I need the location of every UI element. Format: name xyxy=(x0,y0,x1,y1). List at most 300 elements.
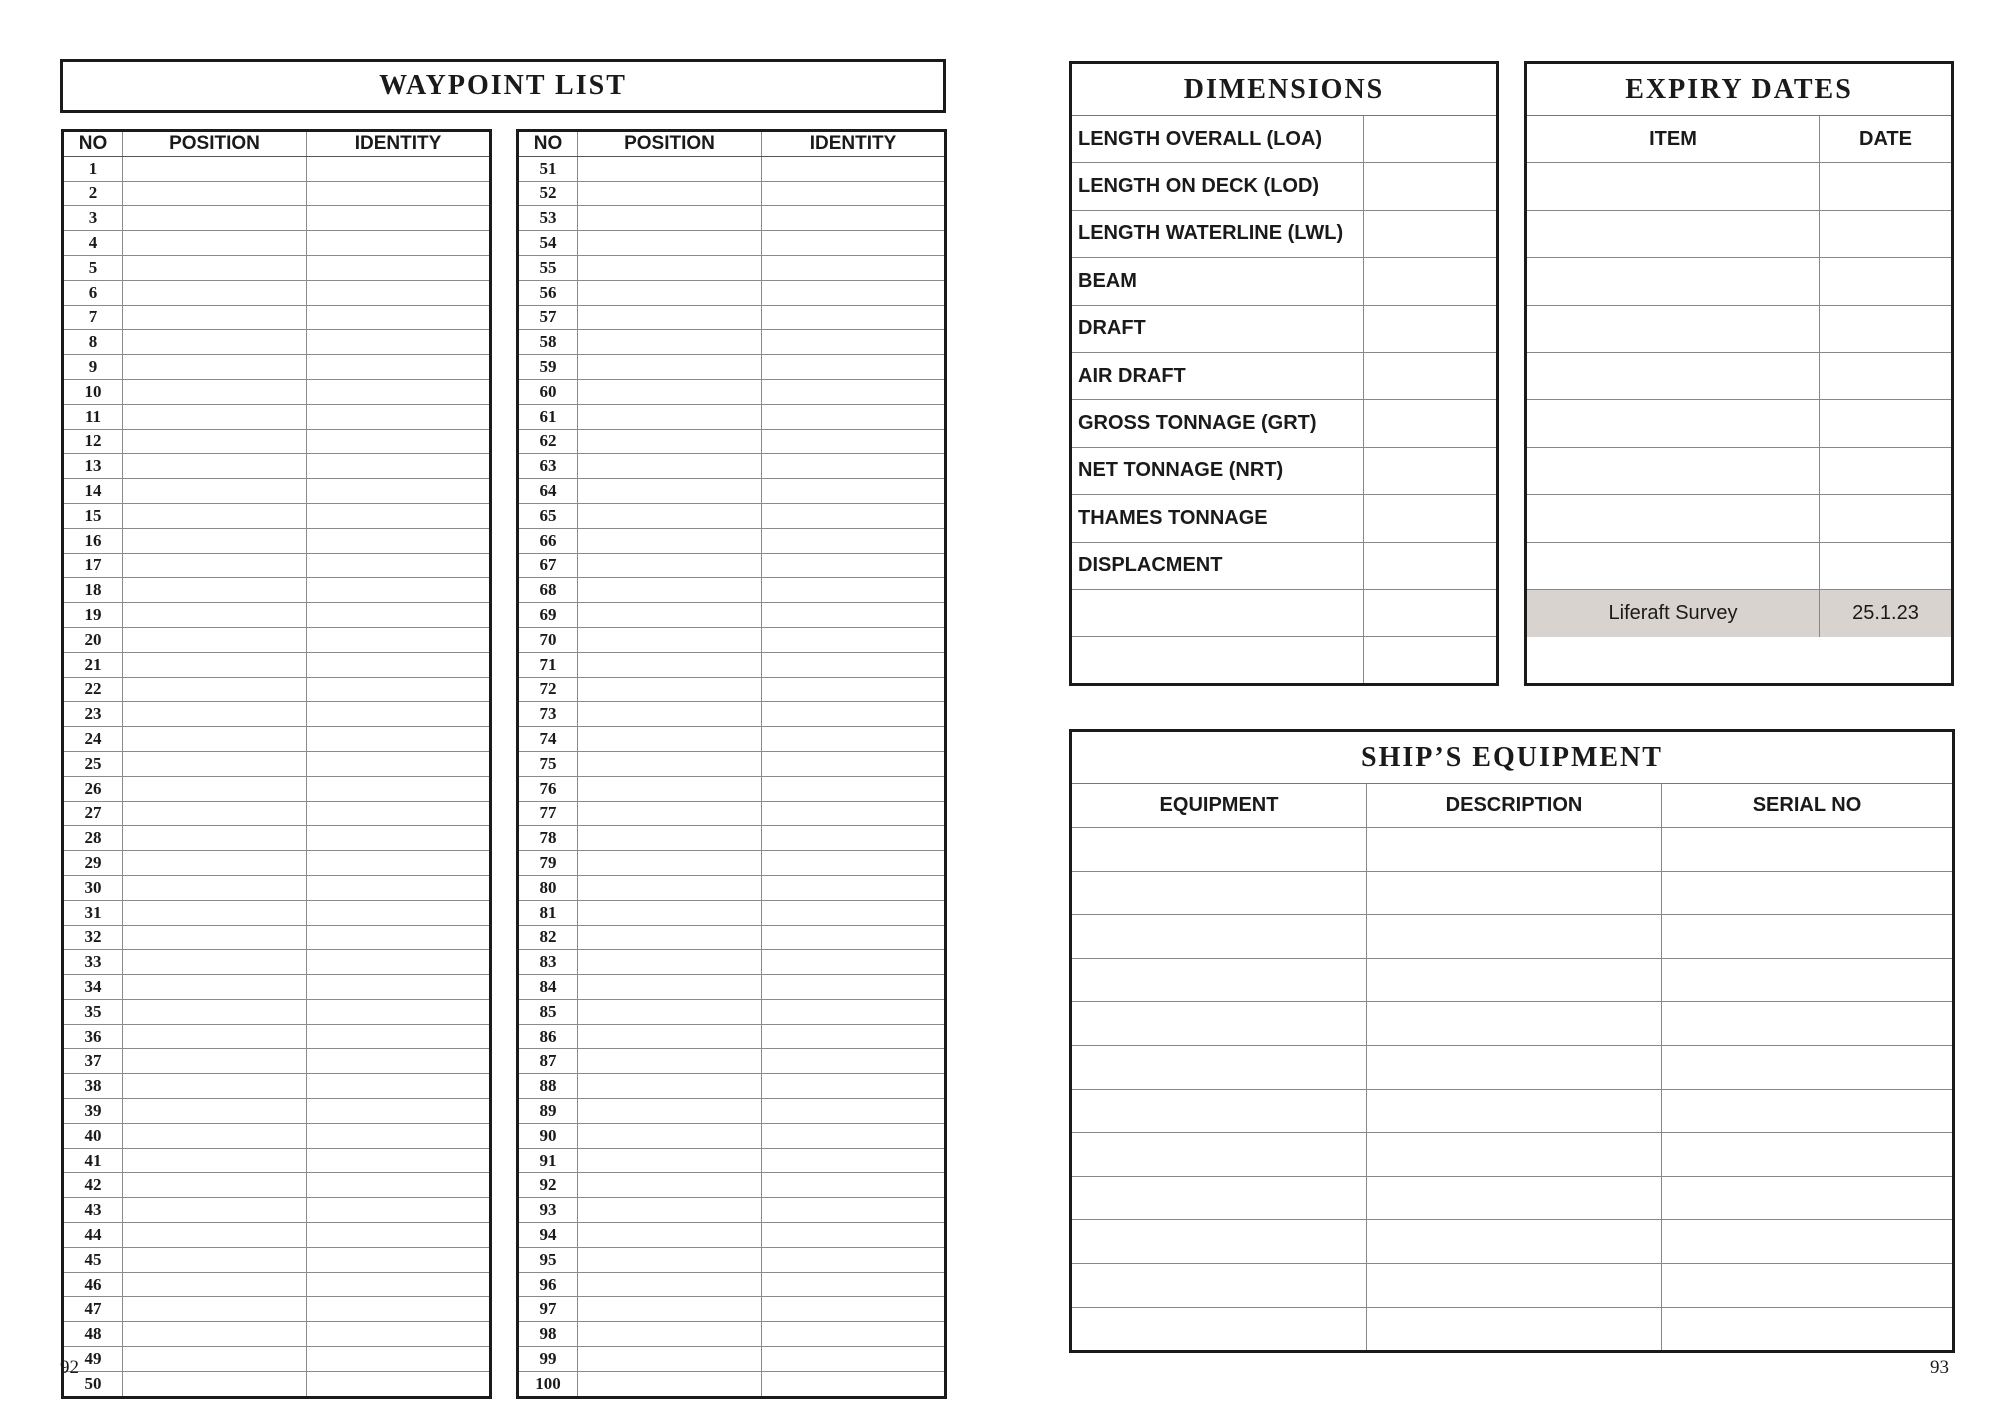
serial-no-cell[interactable] xyxy=(1662,1264,1952,1308)
waypoint-position-cell[interactable] xyxy=(578,702,762,727)
waypoint-position-cell[interactable] xyxy=(578,1347,762,1372)
waypoint-position-cell[interactable] xyxy=(123,1173,307,1198)
waypoint-position-cell[interactable] xyxy=(578,950,762,975)
serial-no-cell[interactable] xyxy=(1662,1090,1952,1134)
waypoint-position-cell[interactable] xyxy=(123,1371,307,1397)
waypoint-identity-cell[interactable] xyxy=(762,900,946,925)
waypoint-identity-cell[interactable] xyxy=(762,305,946,330)
waypoint-position-cell[interactable] xyxy=(123,503,307,528)
dimension-value-cell[interactable] xyxy=(1364,353,1496,400)
description-cell[interactable] xyxy=(1367,1090,1662,1134)
waypoint-identity-cell[interactable] xyxy=(762,553,946,578)
waypoint-position-cell[interactable] xyxy=(578,826,762,851)
waypoint-identity-cell[interactable] xyxy=(762,925,946,950)
waypoint-position-cell[interactable] xyxy=(578,1198,762,1223)
serial-no-cell[interactable] xyxy=(1662,1308,1952,1352)
waypoint-row xyxy=(518,975,946,1000)
header-position: POSITION xyxy=(123,131,307,157)
waypoint-position-cell[interactable] xyxy=(123,454,307,479)
waypoint-position-cell[interactable] xyxy=(123,652,307,677)
waypoint-position-cell[interactable] xyxy=(123,751,307,776)
waypoint-identity-cell[interactable] xyxy=(762,1024,946,1049)
waypoint-identity-cell[interactable] xyxy=(762,330,946,355)
equipment-cell[interactable] xyxy=(1072,828,1367,872)
waypoint-identity-cell[interactable] xyxy=(307,206,491,231)
waypoint-row xyxy=(518,379,946,404)
waypoint-identity-cell[interactable] xyxy=(762,479,946,504)
waypoint-position-cell[interactable] xyxy=(578,355,762,380)
waypoint-identity-cell[interactable] xyxy=(762,528,946,553)
waypoint-position-cell[interactable] xyxy=(123,875,307,900)
waypoint-identity-cell[interactable] xyxy=(307,1024,491,1049)
waypoint-position-cell[interactable] xyxy=(578,727,762,752)
waypoint-position-cell[interactable] xyxy=(123,1198,307,1223)
waypoint-identity-cell[interactable] xyxy=(762,429,946,454)
waypoint-position-cell[interactable] xyxy=(578,1322,762,1347)
waypoint-position-cell[interactable] xyxy=(578,1297,762,1322)
waypoint-identity-cell[interactable] xyxy=(307,528,491,553)
expiry-date-cell[interactable] xyxy=(1820,400,1951,447)
description-cell[interactable] xyxy=(1367,1177,1662,1221)
waypoint-identity-cell[interactable] xyxy=(762,751,946,776)
waypoint-position-cell[interactable] xyxy=(578,206,762,231)
waypoint-identity-cell[interactable] xyxy=(307,950,491,975)
waypoint-identity-cell[interactable] xyxy=(762,826,946,851)
waypoint-number: 9 xyxy=(63,355,123,380)
waypoint-position-cell[interactable] xyxy=(578,156,762,181)
equipment-cell[interactable] xyxy=(1072,1308,1367,1352)
waypoint-position-cell[interactable] xyxy=(578,999,762,1024)
waypoint-position-cell[interactable] xyxy=(123,1272,307,1297)
waypoint-identity-cell[interactable] xyxy=(762,206,946,231)
expiry-item-cell[interactable]: Liferaft Survey xyxy=(1527,590,1820,637)
waypoint-position-cell[interactable] xyxy=(123,280,307,305)
waypoint-row xyxy=(63,1371,491,1397)
description-cell[interactable] xyxy=(1367,872,1662,916)
waypoint-position-cell[interactable] xyxy=(578,1049,762,1074)
waypoint-position-cell[interactable] xyxy=(578,528,762,553)
expiry-date-cell[interactable] xyxy=(1820,258,1951,305)
waypoint-position-cell[interactable] xyxy=(578,454,762,479)
waypoint-position-cell[interactable] xyxy=(123,181,307,206)
waypoint-identity-cell[interactable] xyxy=(307,1099,491,1124)
waypoint-row xyxy=(63,900,491,925)
waypoint-identity-cell[interactable] xyxy=(307,1322,491,1347)
waypoint-position-cell[interactable] xyxy=(123,677,307,702)
waypoint-position-cell[interactable] xyxy=(578,900,762,925)
waypoint-identity-cell[interactable] xyxy=(307,925,491,950)
waypoint-position-cell[interactable] xyxy=(578,925,762,950)
waypoint-identity-cell[interactable] xyxy=(762,1247,946,1272)
waypoint-position-cell[interactable] xyxy=(123,404,307,429)
waypoint-row xyxy=(518,1347,946,1372)
waypoint-position-cell[interactable] xyxy=(578,1099,762,1124)
waypoint-position-cell[interactable] xyxy=(123,776,307,801)
waypoint-identity-cell[interactable] xyxy=(762,379,946,404)
waypoint-identity-cell[interactable] xyxy=(762,280,946,305)
waypoint-identity-cell[interactable] xyxy=(307,156,491,181)
waypoint-identity-cell[interactable] xyxy=(307,603,491,628)
waypoint-identity-cell[interactable] xyxy=(307,379,491,404)
waypoint-identity-cell[interactable] xyxy=(307,1272,491,1297)
waypoint-number: 100 xyxy=(518,1371,578,1397)
waypoint-identity-cell[interactable] xyxy=(762,975,946,1000)
waypoint-position-cell[interactable] xyxy=(578,1173,762,1198)
waypoint-position-cell[interactable] xyxy=(123,1247,307,1272)
waypoint-identity-cell[interactable] xyxy=(307,776,491,801)
waypoint-row xyxy=(518,181,946,206)
waypoint-identity-cell[interactable] xyxy=(307,975,491,1000)
waypoint-position-cell[interactable] xyxy=(123,330,307,355)
waypoint-row xyxy=(63,355,491,380)
equipment-cell[interactable] xyxy=(1072,1090,1367,1134)
waypoint-identity-cell[interactable] xyxy=(762,255,946,280)
waypoint-identity-cell[interactable] xyxy=(307,652,491,677)
equipment-cell[interactable] xyxy=(1072,915,1367,959)
waypoint-identity-cell[interactable] xyxy=(307,875,491,900)
waypoint-number: 42 xyxy=(63,1173,123,1198)
waypoint-position-cell[interactable] xyxy=(123,206,307,231)
waypoint-row xyxy=(63,528,491,553)
waypoint-position-cell[interactable] xyxy=(123,702,307,727)
waypoint-identity-cell[interactable] xyxy=(762,231,946,256)
waypoint-identity-cell[interactable] xyxy=(762,1099,946,1124)
waypoint-identity-cell[interactable] xyxy=(307,999,491,1024)
expiry-item-cell[interactable] xyxy=(1527,211,1820,258)
waypoint-identity-cell[interactable] xyxy=(307,280,491,305)
waypoint-identity-cell[interactable] xyxy=(762,1371,946,1397)
waypoint-identity-cell[interactable] xyxy=(307,677,491,702)
waypoint-position-cell[interactable] xyxy=(578,578,762,603)
waypoint-identity-cell[interactable] xyxy=(762,677,946,702)
serial-no-cell[interactable] xyxy=(1662,828,1952,872)
waypoint-row xyxy=(518,900,946,925)
description-cell[interactable] xyxy=(1367,1264,1662,1308)
expiry-date-cell[interactable] xyxy=(1820,306,1951,353)
waypoint-identity-cell[interactable] xyxy=(762,1148,946,1173)
waypoint-position-cell[interactable] xyxy=(578,330,762,355)
waypoint-identity-cell[interactable] xyxy=(762,851,946,876)
waypoint-identity-cell[interactable] xyxy=(762,1173,946,1198)
waypoint-position-cell[interactable] xyxy=(123,1148,307,1173)
waypoint-identity-cell[interactable] xyxy=(307,751,491,776)
waypoint-identity-cell[interactable] xyxy=(307,255,491,280)
waypoint-identity-cell[interactable] xyxy=(762,503,946,528)
description-cell[interactable] xyxy=(1367,959,1662,1003)
waypoint-identity-cell[interactable] xyxy=(762,156,946,181)
waypoint-position-cell[interactable] xyxy=(578,875,762,900)
waypoint-position-cell[interactable] xyxy=(578,404,762,429)
waypoint-position-cell[interactable] xyxy=(123,727,307,752)
waypoint-position-cell[interactable] xyxy=(123,975,307,1000)
expiry-item-cell[interactable] xyxy=(1527,353,1820,400)
waypoint-identity-cell[interactable] xyxy=(307,627,491,652)
waypoint-identity-cell[interactable] xyxy=(762,1272,946,1297)
waypoint-position-cell[interactable] xyxy=(578,603,762,628)
expiry-item-cell[interactable] xyxy=(1527,258,1820,305)
waypoint-row xyxy=(63,999,491,1024)
serial-no-cell[interactable] xyxy=(1662,915,1952,959)
waypoint-identity-cell[interactable] xyxy=(307,479,491,504)
waypoint-position-cell[interactable] xyxy=(123,231,307,256)
expiry-date-cell[interactable]: 25.1.23 xyxy=(1820,590,1951,637)
equipment-cell[interactable] xyxy=(1072,959,1367,1003)
waypoint-identity-cell[interactable] xyxy=(307,1074,491,1099)
waypoint-number: 17 xyxy=(63,553,123,578)
equipment-cell[interactable] xyxy=(1072,1220,1367,1264)
waypoint-identity-cell[interactable] xyxy=(307,900,491,925)
waypoint-number: 36 xyxy=(63,1024,123,1049)
dimension-value-cell[interactable] xyxy=(1364,590,1496,637)
waypoint-identity-cell[interactable] xyxy=(307,1049,491,1074)
waypoint-position-cell[interactable] xyxy=(123,578,307,603)
waypoint-position-cell[interactable] xyxy=(578,751,762,776)
waypoint-position-cell[interactable] xyxy=(123,801,307,826)
expiry-date-cell[interactable] xyxy=(1820,495,1951,542)
waypoint-identity-cell[interactable] xyxy=(307,1223,491,1248)
waypoint-identity-cell[interactable] xyxy=(762,1049,946,1074)
waypoint-identity-cell[interactable] xyxy=(762,702,946,727)
waypoint-identity-cell[interactable] xyxy=(307,1148,491,1173)
waypoint-position-cell[interactable] xyxy=(578,801,762,826)
dimension-value-cell[interactable] xyxy=(1364,400,1496,447)
waypoint-identity-cell[interactable] xyxy=(307,727,491,752)
waypoint-identity-cell[interactable] xyxy=(307,826,491,851)
waypoint-identity-cell[interactable] xyxy=(762,999,946,1024)
waypoint-position-cell[interactable] xyxy=(578,1024,762,1049)
dimension-value-cell[interactable] xyxy=(1364,258,1496,305)
dimension-value-cell[interactable] xyxy=(1364,163,1496,210)
waypoint-identity-cell[interactable] xyxy=(762,1223,946,1248)
expiry-date-cell[interactable] xyxy=(1820,353,1951,400)
waypoint-position-cell[interactable] xyxy=(578,429,762,454)
waypoint-identity-cell[interactable] xyxy=(307,1297,491,1322)
waypoint-position-cell[interactable] xyxy=(123,950,307,975)
waypoint-position-cell[interactable] xyxy=(123,429,307,454)
waypoint-identity-cell[interactable] xyxy=(762,1198,946,1223)
equipment-cell[interactable] xyxy=(1072,1133,1367,1177)
waypoint-position-cell[interactable] xyxy=(123,851,307,876)
waypoint-identity-cell[interactable] xyxy=(307,702,491,727)
waypoint-position-cell[interactable] xyxy=(578,1247,762,1272)
waypoint-identity-cell[interactable] xyxy=(307,1371,491,1397)
waypoint-row xyxy=(63,776,491,801)
waypoint-identity-cell[interactable] xyxy=(762,801,946,826)
waypoint-position-cell[interactable] xyxy=(578,379,762,404)
waypoint-identity-cell[interactable] xyxy=(762,727,946,752)
waypoint-identity-cell[interactable] xyxy=(307,1247,491,1272)
waypoint-number: 63 xyxy=(518,454,578,479)
waypoint-position-cell[interactable] xyxy=(578,1148,762,1173)
waypoint-position-cell[interactable] xyxy=(123,1049,307,1074)
waypoint-position-cell[interactable] xyxy=(123,1322,307,1347)
waypoint-identity-cell[interactable] xyxy=(307,429,491,454)
waypoint-position-cell[interactable] xyxy=(578,479,762,504)
waypoint-position-cell[interactable] xyxy=(578,1371,762,1397)
waypoint-position-cell[interactable] xyxy=(123,900,307,925)
waypoint-position-cell[interactable] xyxy=(578,652,762,677)
description-cell[interactable] xyxy=(1367,828,1662,872)
waypoint-identity-cell[interactable] xyxy=(307,553,491,578)
waypoint-identity-cell[interactable] xyxy=(307,851,491,876)
expiry-item-cell[interactable] xyxy=(1527,400,1820,447)
waypoint-identity-cell[interactable] xyxy=(762,578,946,603)
equipment-cell[interactable] xyxy=(1072,872,1367,916)
waypoint-identity-cell[interactable] xyxy=(307,454,491,479)
waypoint-identity-cell[interactable] xyxy=(307,1347,491,1372)
waypoint-number: 48 xyxy=(63,1322,123,1347)
waypoint-identity-cell[interactable] xyxy=(307,1198,491,1223)
dimension-value-cell[interactable] xyxy=(1364,306,1496,353)
waypoint-position-cell[interactable] xyxy=(123,1297,307,1322)
waypoint-identity-cell[interactable] xyxy=(762,1322,946,1347)
waypoint-position-cell[interactable] xyxy=(123,999,307,1024)
waypoint-position-cell[interactable] xyxy=(123,925,307,950)
waypoint-position-cell[interactable] xyxy=(123,1223,307,1248)
equipment-cell[interactable] xyxy=(1072,1264,1367,1308)
waypoint-identity-cell[interactable] xyxy=(762,454,946,479)
description-cell[interactable] xyxy=(1367,1002,1662,1046)
waypoint-row xyxy=(63,1223,491,1248)
waypoint-identity-cell[interactable] xyxy=(762,181,946,206)
expiry-date-cell[interactable] xyxy=(1820,448,1951,495)
serial-no-cell[interactable] xyxy=(1662,1133,1952,1177)
waypoint-position-cell[interactable] xyxy=(123,1074,307,1099)
waypoint-position-cell[interactable] xyxy=(123,1347,307,1372)
waypoint-position-cell[interactable] xyxy=(123,1099,307,1124)
waypoint-position-cell[interactable] xyxy=(123,826,307,851)
waypoint-identity-cell[interactable] xyxy=(307,181,491,206)
waypoint-position-cell[interactable] xyxy=(578,677,762,702)
waypoint-number: 51 xyxy=(518,156,578,181)
waypoint-position-cell[interactable] xyxy=(578,1074,762,1099)
waypoint-identity-cell[interactable] xyxy=(762,1123,946,1148)
waypoint-identity-cell[interactable] xyxy=(307,231,491,256)
waypoint-position-cell[interactable] xyxy=(578,1223,762,1248)
waypoint-position-cell[interactable] xyxy=(578,553,762,578)
expiry-item-cell[interactable] xyxy=(1527,306,1820,353)
equipment-cell[interactable] xyxy=(1072,1046,1367,1090)
expiry-date-cell[interactable] xyxy=(1820,543,1951,590)
waypoint-position-cell[interactable] xyxy=(578,305,762,330)
waypoint-identity-cell[interactable] xyxy=(307,355,491,380)
waypoint-identity-cell[interactable] xyxy=(307,801,491,826)
waypoint-position-cell[interactable] xyxy=(578,1123,762,1148)
serial-no-cell[interactable] xyxy=(1662,1002,1952,1046)
waypoint-identity-cell[interactable] xyxy=(307,404,491,429)
waypoint-row xyxy=(63,1049,491,1074)
serial-no-cell[interactable] xyxy=(1662,872,1952,916)
dimension-value-cell[interactable] xyxy=(1364,543,1496,590)
waypoint-identity-cell[interactable] xyxy=(307,305,491,330)
dimensions-title: DIMENSIONS xyxy=(1072,64,1496,116)
waypoint-identity-cell[interactable] xyxy=(762,404,946,429)
waypoint-position-cell[interactable] xyxy=(123,528,307,553)
waypoint-position-cell[interactable] xyxy=(123,553,307,578)
waypoint-position-cell[interactable] xyxy=(123,627,307,652)
description-cell[interactable] xyxy=(1367,1133,1662,1177)
dimension-value-cell[interactable] xyxy=(1364,211,1496,258)
waypoint-position-cell[interactable] xyxy=(123,379,307,404)
waypoint-identity-cell[interactable] xyxy=(762,1297,946,1322)
waypoint-identity-cell[interactable] xyxy=(762,627,946,652)
waypoint-identity-cell[interactable] xyxy=(762,875,946,900)
dimension-value-cell[interactable] xyxy=(1364,448,1496,495)
waypoint-position-cell[interactable] xyxy=(578,851,762,876)
waypoint-number: 32 xyxy=(63,925,123,950)
waypoint-row xyxy=(518,1024,946,1049)
description-cell[interactable] xyxy=(1367,915,1662,959)
waypoint-position-cell[interactable] xyxy=(578,231,762,256)
serial-no-cell[interactable] xyxy=(1662,959,1952,1003)
waypoint-position-cell[interactable] xyxy=(123,603,307,628)
expiry-item-cell[interactable] xyxy=(1527,163,1820,210)
serial-no-cell[interactable] xyxy=(1662,1220,1952,1264)
waypoint-position-cell[interactable] xyxy=(578,627,762,652)
description-cell[interactable] xyxy=(1367,1308,1662,1352)
waypoint-position-cell[interactable] xyxy=(123,1123,307,1148)
waypoint-position-cell[interactable] xyxy=(578,503,762,528)
description-cell[interactable] xyxy=(1367,1220,1662,1264)
waypoint-position-cell[interactable] xyxy=(123,156,307,181)
equipment-cell[interactable] xyxy=(1072,1002,1367,1046)
expiry-item-cell[interactable] xyxy=(1527,448,1820,495)
waypoint-position-cell[interactable] xyxy=(578,181,762,206)
waypoint-identity-cell[interactable] xyxy=(307,1123,491,1148)
waypoint-position-cell[interactable] xyxy=(123,255,307,280)
waypoint-position-cell[interactable] xyxy=(123,305,307,330)
expiry-date-cell[interactable] xyxy=(1820,211,1951,258)
waypoint-number: 60 xyxy=(518,379,578,404)
waypoint-position-cell[interactable] xyxy=(578,776,762,801)
dimension-value-cell[interactable] xyxy=(1364,116,1496,163)
waypoint-identity-cell[interactable] xyxy=(762,652,946,677)
waypoint-number: 76 xyxy=(518,776,578,801)
waypoint-position-cell[interactable] xyxy=(578,1272,762,1297)
expiry-item-cell[interactable] xyxy=(1527,495,1820,542)
dimension-value-cell[interactable] xyxy=(1364,637,1496,684)
waypoint-identity-cell[interactable] xyxy=(762,1074,946,1099)
header-identity: IDENTITY xyxy=(762,131,946,157)
waypoint-identity-cell[interactable] xyxy=(307,1173,491,1198)
waypoint-number: 1 xyxy=(63,156,123,181)
waypoint-position-cell[interactable] xyxy=(578,975,762,1000)
description-cell[interactable] xyxy=(1367,1046,1662,1090)
serial-no-cell[interactable] xyxy=(1662,1046,1952,1090)
waypoint-row xyxy=(63,181,491,206)
waypoint-position-cell[interactable] xyxy=(123,355,307,380)
waypoint-identity-cell[interactable] xyxy=(762,776,946,801)
waypoint-identity-cell[interactable] xyxy=(307,578,491,603)
waypoint-position-cell[interactable] xyxy=(123,1024,307,1049)
dimension-value-cell[interactable] xyxy=(1364,495,1496,542)
waypoint-position-cell[interactable] xyxy=(123,479,307,504)
waypoint-identity-cell[interactable] xyxy=(762,355,946,380)
waypoint-position-cell[interactable] xyxy=(578,255,762,280)
expiry-item-cell[interactable] xyxy=(1527,543,1820,590)
waypoint-identity-cell[interactable] xyxy=(307,330,491,355)
equipment-cell[interactable] xyxy=(1072,1177,1367,1221)
waypoint-row xyxy=(518,578,946,603)
waypoint-identity-cell[interactable] xyxy=(762,950,946,975)
waypoint-number: 43 xyxy=(63,1198,123,1223)
waypoint-identity-cell[interactable] xyxy=(762,1347,946,1372)
waypoint-position-cell[interactable] xyxy=(578,280,762,305)
expiry-date-cell[interactable] xyxy=(1820,163,1951,210)
serial-no-cell[interactable] xyxy=(1662,1177,1952,1221)
waypoint-identity-cell[interactable] xyxy=(762,603,946,628)
waypoint-identity-cell[interactable] xyxy=(307,503,491,528)
